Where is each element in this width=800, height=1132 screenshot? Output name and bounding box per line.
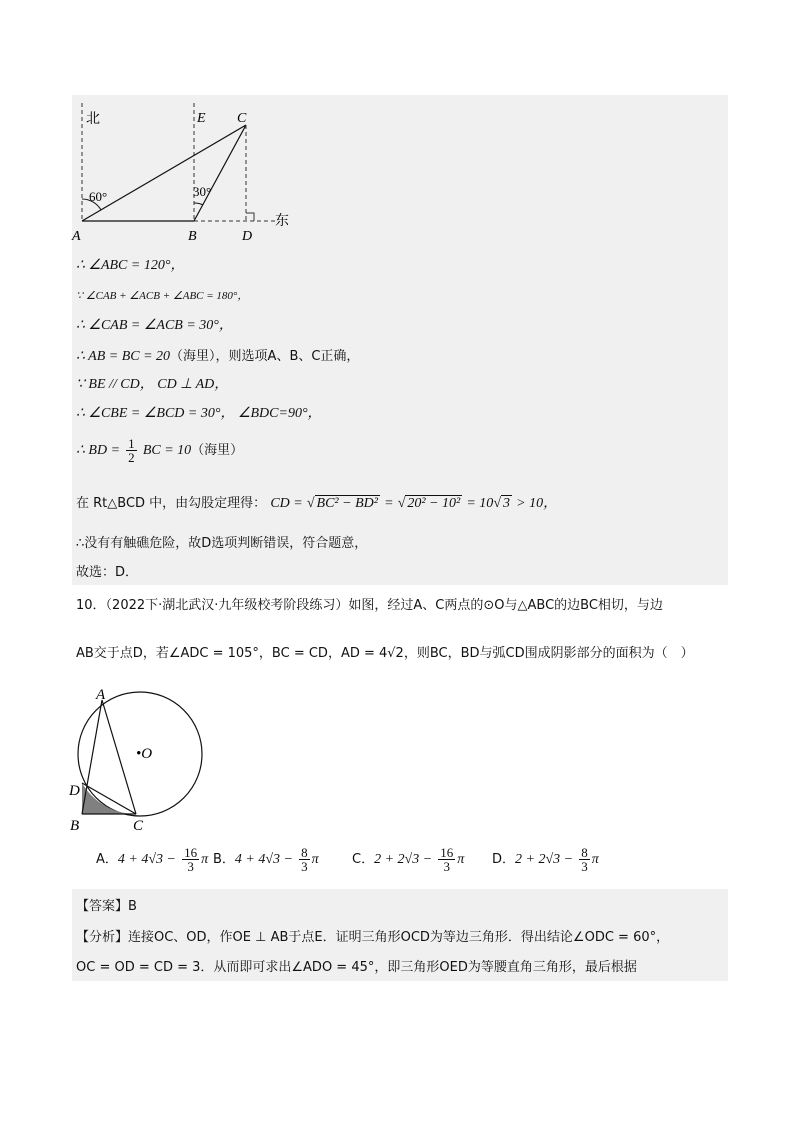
q10-line-1: 10．（2022下·湖北武汉·九年级校考阶段练习）如图，经过A、C两点的⊙O与△ABC的边BC相切，与边 — [76, 598, 663, 613]
fig1-point-b: B — [188, 229, 197, 244]
option-c: C．2 + 2√3 − $\frac{16}{3}$ π — [352, 845, 465, 874]
fig1-angle-a: 60° — [89, 189, 108, 204]
option-a: A．4 + 4√3 − $\frac{16}{3}$ π — [96, 845, 209, 874]
option-d: D．2 + 2√3 − $\frac{8}{3}$ π — [492, 845, 599, 874]
step-9: ∴没有有触礁危险，故D选项判断错误，符合题意， — [76, 536, 368, 551]
fig1-north: 北 — [86, 112, 100, 127]
step-1: ∴ ∠ABC = 120°， — [76, 258, 185, 273]
q10-line-2: AB交于点D，若∠ADC = 105°，BC = CD，AD = 4√2，则BC，BD与弧CD围成阴影部分的面积为（ ） — [76, 646, 694, 661]
fig2-point-b: B — [70, 818, 80, 834]
fraction-half: $\frac{1}{2}$ — [128, 436, 135, 465]
fig2-point-c: C — [133, 818, 144, 834]
fig1-point-d: D — [242, 229, 253, 244]
fig1-point-c: C — [237, 111, 247, 126]
fig1-point-a: A — [72, 229, 81, 244]
step-6: ∴ ∠CBE = ∠BCD = 30°， ∠BDC=90°， — [76, 406, 322, 421]
step-8: 在 Rt△BCD 中，由勾股定理得： CD = √ BC² − BD² = √ 20² − 10² = 10√ 3 > 10， — [76, 496, 558, 511]
answer: 【答案】B — [76, 899, 137, 914]
option-b: B．4 + 4√3 − $\frac{8}{3}$ π — [213, 845, 319, 874]
fig1-east: 东 — [275, 214, 289, 229]
fig1-angle-b: 30° — [193, 184, 212, 199]
fig2-point-a: A — [96, 687, 106, 703]
step-7: ∴ BD = $\frac{1}{2}$ BC = 10（海里） — [76, 436, 244, 465]
analysis-line-1: 【分析】连接OC、OD，作OE ⊥ AB于点E．证明三角形OCD为等边三角形．得出结论∠ODC = 60°， — [76, 930, 670, 945]
analysis-line-2: OC = OD = CD = 3．从而即可求出∠ADO = 45°，即三角形OED为等腰直角三角形，最后根据 — [76, 960, 637, 975]
fig2-point-d: D — [69, 783, 80, 799]
step-3: ∴ ∠CAB = ∠ACB = 30°， — [76, 318, 233, 333]
fig2-point-o: •O — [136, 746, 153, 762]
figure-bearing — [70, 95, 300, 245]
step-2: ∵ ∠CAB + ∠ACB + ∠ABC = 180°， — [76, 290, 249, 302]
step-10: 故选：D． — [76, 565, 139, 580]
figure-circle — [66, 684, 216, 834]
step-5: ∵ BE // CD， CD ⊥ AD， — [76, 377, 229, 392]
step-4: ∴ AB = BC = 20（海里），则选项A、B、C正确， — [76, 349, 360, 364]
fig1-point-e: E — [197, 111, 206, 126]
